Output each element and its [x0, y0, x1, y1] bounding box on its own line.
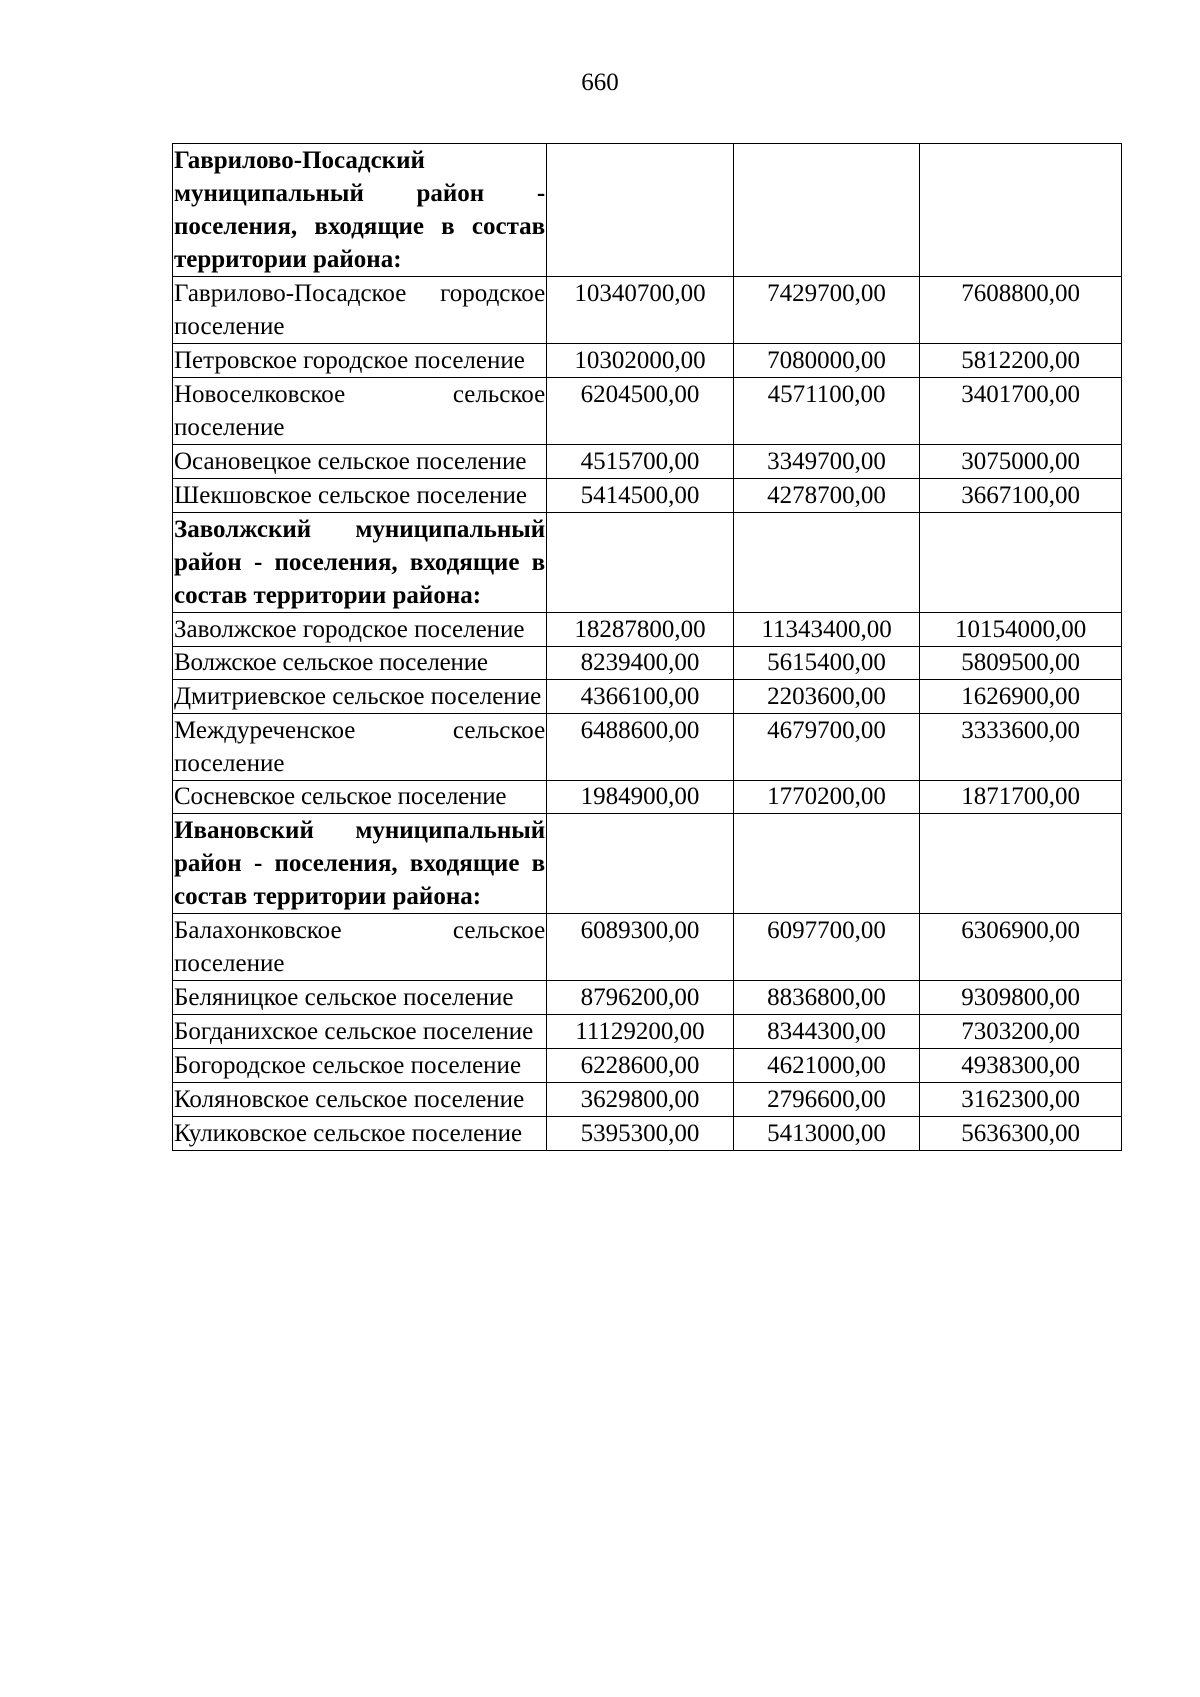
value-col-2: 5615400,00 — [733, 647, 920, 680]
value-col-2: 2203600,00 — [733, 680, 920, 714]
value-col-3: 10154000,00 — [920, 613, 1122, 647]
value-col-1: 6089300,00 — [547, 914, 734, 981]
empty-cell — [920, 144, 1122, 277]
table-row — [173, 680, 1122, 714]
value-col-3: 3667100,00 — [920, 479, 1122, 513]
value-col-2: 5413000,00 — [733, 1117, 920, 1151]
value-col-3: 4938300,00 — [920, 1049, 1122, 1083]
value-col-1: 6488600,00 — [547, 714, 734, 781]
empty-cell — [920, 814, 1122, 914]
settlement-name: Петровское городское поселение — [173, 344, 547, 378]
value-col-1: 5395300,00 — [547, 1117, 734, 1151]
settlement-name: Новоселковское сельское поселение — [173, 378, 547, 445]
table-row — [173, 378, 1122, 445]
value-col-3: 9309800,00 — [920, 981, 1122, 1015]
value-col-3: 3075000,00 — [920, 445, 1122, 479]
value-col-2: 4621000,00 — [733, 1049, 920, 1083]
empty-cell — [547, 144, 734, 277]
value-col-3: 1871700,00 — [920, 781, 1122, 814]
settlement-name: Богородское сельское поселение — [173, 1049, 547, 1083]
value-col-1: 11129200,00 — [547, 1015, 734, 1049]
settlement-name: Коляновское сельское поселение — [173, 1083, 547, 1117]
empty-cell — [547, 814, 734, 914]
value-col-2: 4278700,00 — [733, 479, 920, 513]
empty-cell — [920, 513, 1122, 613]
value-col-3: 5812200,00 — [920, 344, 1122, 378]
value-col-3: 5809500,00 — [920, 647, 1122, 680]
table-row — [173, 277, 1122, 344]
value-col-1: 4515700,00 — [547, 445, 734, 479]
budget-table — [172, 143, 1122, 1151]
settlement-name: Куликовское сельское поселение — [173, 1117, 547, 1151]
table-row — [173, 781, 1122, 814]
table-row — [173, 445, 1122, 479]
table-row — [173, 914, 1122, 981]
value-col-3: 3401700,00 — [920, 378, 1122, 445]
value-col-3: 7608800,00 — [920, 277, 1122, 344]
section-header: Заволжский муниципальный район - поселения, входящие в состав территории района: — [173, 513, 547, 613]
settlement-name: Балахонковское сельское поселение — [173, 914, 547, 981]
section-header: Ивановский муниципальный район - поселения, входящие в состав территории района: — [173, 814, 547, 914]
value-col-2: 1770200,00 — [733, 781, 920, 814]
settlement-name — [173, 647, 547, 680]
empty-cell — [733, 513, 920, 613]
value-col-2: 8836800,00 — [733, 981, 920, 1015]
empty-cell — [547, 513, 734, 613]
table-row — [173, 1083, 1122, 1117]
value-col-2: 4571100,00 — [733, 378, 920, 445]
table-row — [173, 344, 1122, 378]
table-row — [173, 1117, 1122, 1151]
table-row — [173, 714, 1122, 781]
value-col-2: 8344300,00 — [733, 1015, 920, 1049]
table-row — [173, 1049, 1122, 1083]
settlement-name: Осановецкое сельское поселение — [173, 445, 547, 479]
value-col-2: 4679700,00 — [733, 714, 920, 781]
value-col-1: 10340700,00 — [547, 277, 734, 344]
empty-cell — [733, 814, 920, 914]
settlement-name — [173, 781, 547, 814]
value-col-1: 3629800,00 — [547, 1083, 734, 1117]
value-col-1: 10302000,00 — [547, 344, 734, 378]
value-col-3: 6306900,00 — [920, 914, 1122, 981]
value-col-1: 4366100,00 — [547, 680, 734, 714]
section-header-row — [173, 814, 1122, 914]
settlement-name: Беляницкое сельское поселение — [173, 981, 547, 1015]
settlement-name-text: Сосневское сельское поселение — [174, 783, 507, 810]
page-number: 660 — [581, 69, 619, 96]
empty-cell — [733, 144, 920, 277]
value-col-3: 1626900,00 — [920, 680, 1122, 714]
value-col-3: 3333600,00 — [920, 714, 1122, 781]
value-col-1: 5414500,00 — [547, 479, 734, 513]
settlement-name: Междуреченское сельское поселение — [173, 714, 547, 781]
section-header: Гаврилово-Посадский муниципальный район - поселения, входящие в состав территории района: — [173, 144, 547, 277]
value-col-2: 7429700,00 — [733, 277, 920, 344]
table-row — [173, 647, 1122, 680]
value-col-2: 7080000,00 — [733, 344, 920, 378]
table-row — [173, 1015, 1122, 1049]
table-row — [173, 479, 1122, 513]
section-header-row — [173, 144, 1122, 277]
settlement-name: Дмитриевское сельское поселение — [173, 680, 547, 714]
value-col-1: 18287800,00 — [547, 613, 734, 647]
settlement-name: Шекшовское сельское поселение — [173, 479, 547, 513]
value-col-3: 5636300,00 — [920, 1117, 1122, 1151]
value-col-3: 7303200,00 — [920, 1015, 1122, 1049]
table-row — [173, 981, 1122, 1015]
value-col-2: 6097700,00 — [733, 914, 920, 981]
settlement-name: Гаврилово-Посадское городское поселение — [173, 277, 547, 344]
table-row — [173, 613, 1122, 647]
value-col-3: 3162300,00 — [920, 1083, 1122, 1117]
value-col-1: 8239400,00 — [547, 647, 734, 680]
section-header-row — [173, 513, 1122, 613]
value-col-2: 2796600,00 — [733, 1083, 920, 1117]
settlement-name: Заволжское городское поселение — [173, 613, 547, 647]
settlement-name-text: Волжское сельское поселение — [174, 649, 488, 676]
value-col-2: 11343400,00 — [733, 613, 920, 647]
value-col-1: 6228600,00 — [547, 1049, 734, 1083]
value-col-1: 8796200,00 — [547, 981, 734, 1015]
value-col-2: 3349700,00 — [733, 445, 920, 479]
value-col-1: 1984900,00 — [547, 781, 734, 814]
settlement-name: Богданихское сельское поселение — [173, 1015, 547, 1049]
value-col-1: 6204500,00 — [547, 378, 734, 445]
